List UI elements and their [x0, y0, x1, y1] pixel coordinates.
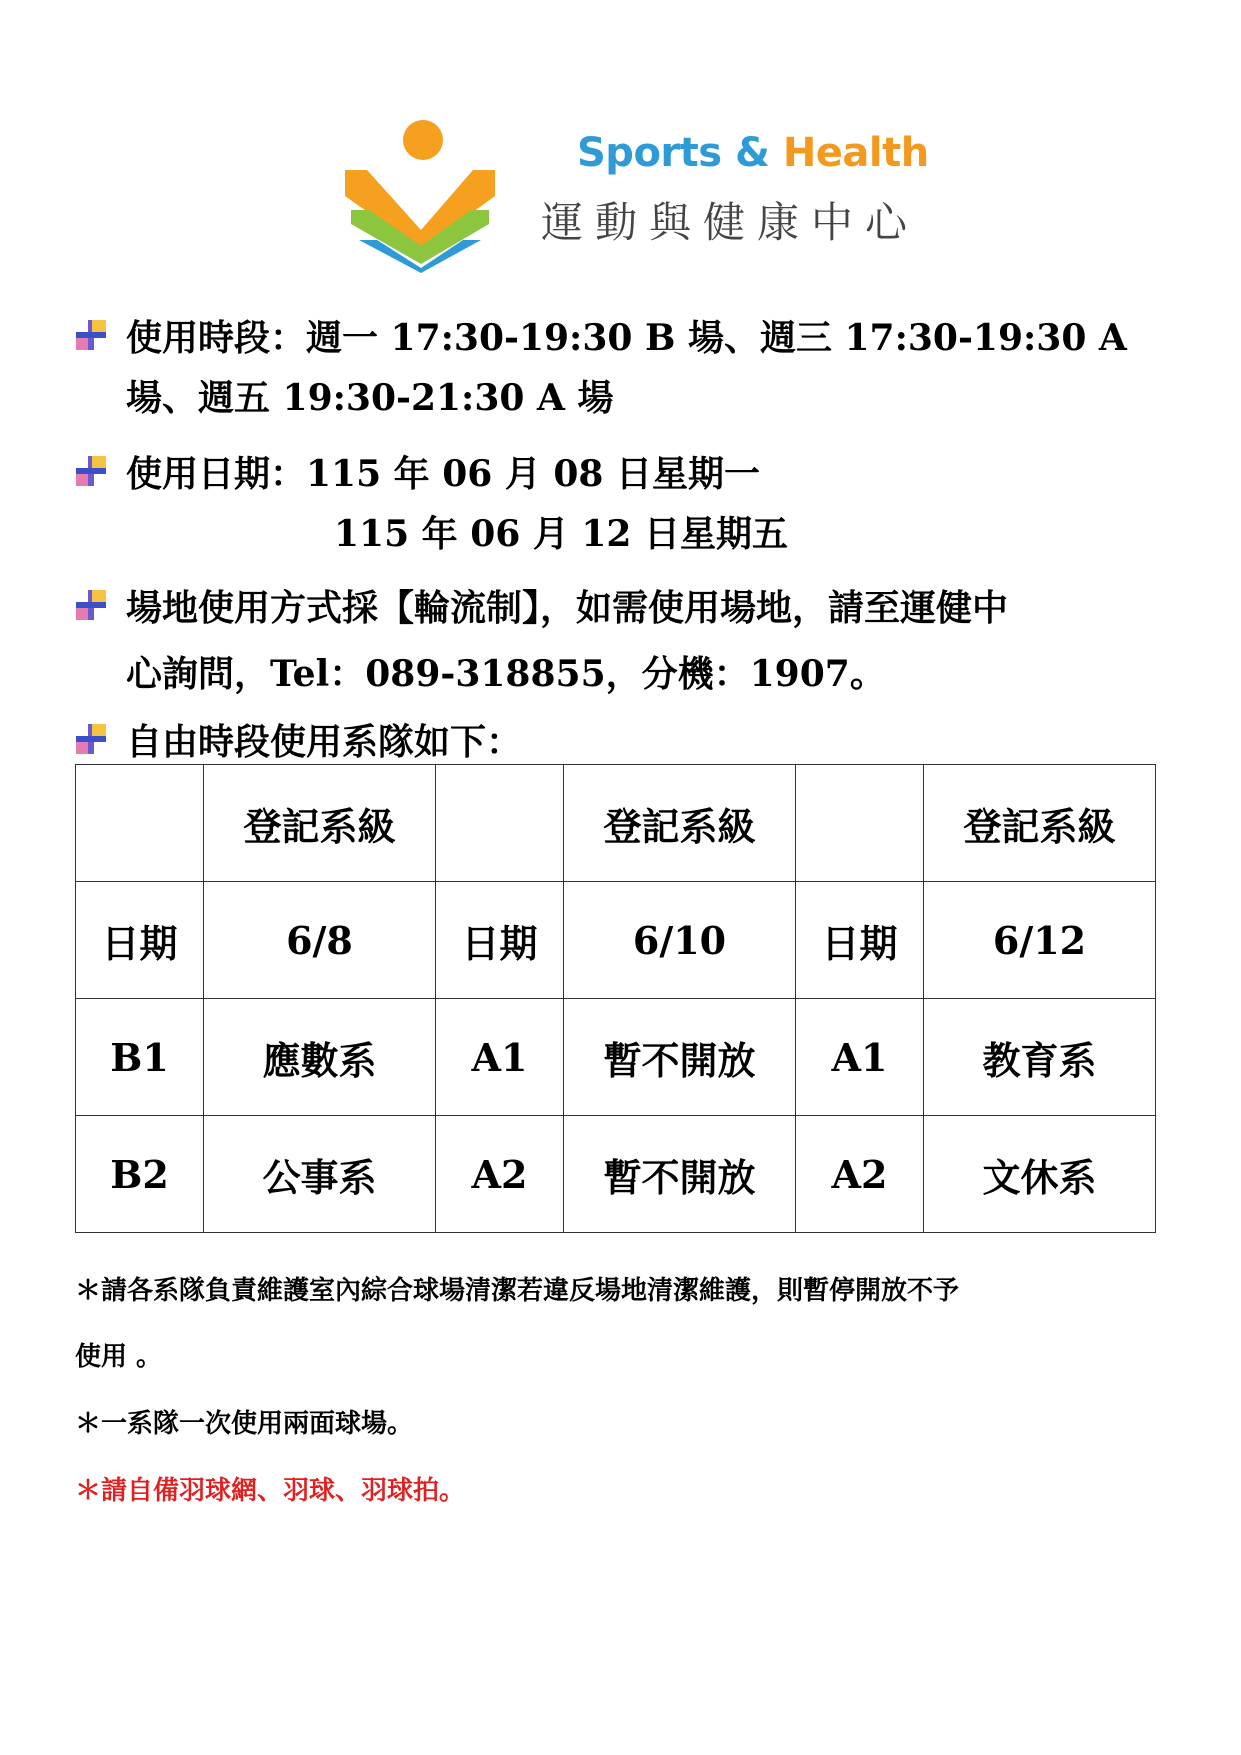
note-bring-equipment: ＊請自備羽球網、羽球、羽球拍。: [75, 1476, 466, 1506]
table-cell: 6/8: [204, 882, 436, 999]
note-cleanliness-line-1: ＊請各系隊負責維護室內綜合球場清潔若違反場地清潔維護，則暫停開放不予: [75, 1276, 960, 1306]
schedule-table: [75, 764, 1156, 1233]
table-cell: A2: [436, 1116, 564, 1233]
table-row: [76, 1116, 1156, 1233]
logo-english-text: [577, 130, 929, 176]
table-row: [76, 882, 1156, 999]
logo-amp-text: &: [721, 130, 783, 176]
table-cell: 應數系: [204, 999, 436, 1116]
table-cell: 日期: [796, 882, 924, 999]
dates-line-1: 使用日期：115 年 06 月 08 日星期一: [126, 453, 761, 495]
table-cell: [436, 765, 564, 882]
table-cell: 登記系級: [204, 765, 436, 882]
table-cell: 暫不開放: [564, 1116, 796, 1233]
table-cell: 登記系級: [924, 765, 1156, 882]
note-cleanliness-line-2: 使用 。: [75, 1342, 163, 1372]
note-two-courts: ＊一系隊一次使用兩面球場。: [75, 1409, 414, 1439]
time-slots-line-1: 使用時段：週一 17:30-19:30 B 場、週三 17:30-19:30 A: [126, 317, 1127, 359]
bullet-icon: [74, 454, 108, 488]
table-cell: 6/10: [564, 882, 796, 999]
table-cell: 教育系: [924, 999, 1156, 1116]
table-cell: 文休系: [924, 1116, 1156, 1233]
table-cell: [796, 765, 924, 882]
table-cell: 6/12: [924, 882, 1156, 999]
sports-health-logo-icon: [345, 118, 495, 273]
logo-chinese-text: 運動與健康中心: [541, 198, 920, 247]
time-slots-line-2: 場、週五 19:30-21:30 A 場: [126, 377, 614, 419]
table-cell: A1: [436, 999, 564, 1116]
table-cell: B2: [76, 1116, 204, 1233]
table-cell: 公事系: [204, 1116, 436, 1233]
table-cell: 暫不開放: [564, 999, 796, 1116]
usage-method-line-2: 心詢問，Tel：089-318855，分機：1907。: [126, 653, 886, 695]
table-cell: 日期: [436, 882, 564, 999]
usage-method-line-1: 場地使用方式採【輪流制】，如需使用場地，請至運健中: [126, 587, 1009, 629]
table-cell: A1: [796, 999, 924, 1116]
table-cell: B1: [76, 999, 204, 1116]
dates-line-2: 115 年 06 月 12 日星期五: [334, 513, 789, 555]
logo-sports-text: Sports: [577, 130, 722, 176]
table-row: [76, 765, 1156, 882]
table-row: [76, 999, 1156, 1116]
table-cell: 日期: [76, 882, 204, 999]
bullet-icon: [74, 722, 108, 756]
table-cell: [76, 765, 204, 882]
bullet-icon: [74, 318, 108, 352]
bullet-icon: [74, 588, 108, 622]
table-cell: A2: [796, 1116, 924, 1233]
logo: [345, 118, 929, 278]
teams-heading: 自由時段使用系隊如下：: [126, 721, 523, 763]
logo-health-text: Health: [782, 130, 929, 176]
table-cell: 登記系級: [564, 765, 796, 882]
